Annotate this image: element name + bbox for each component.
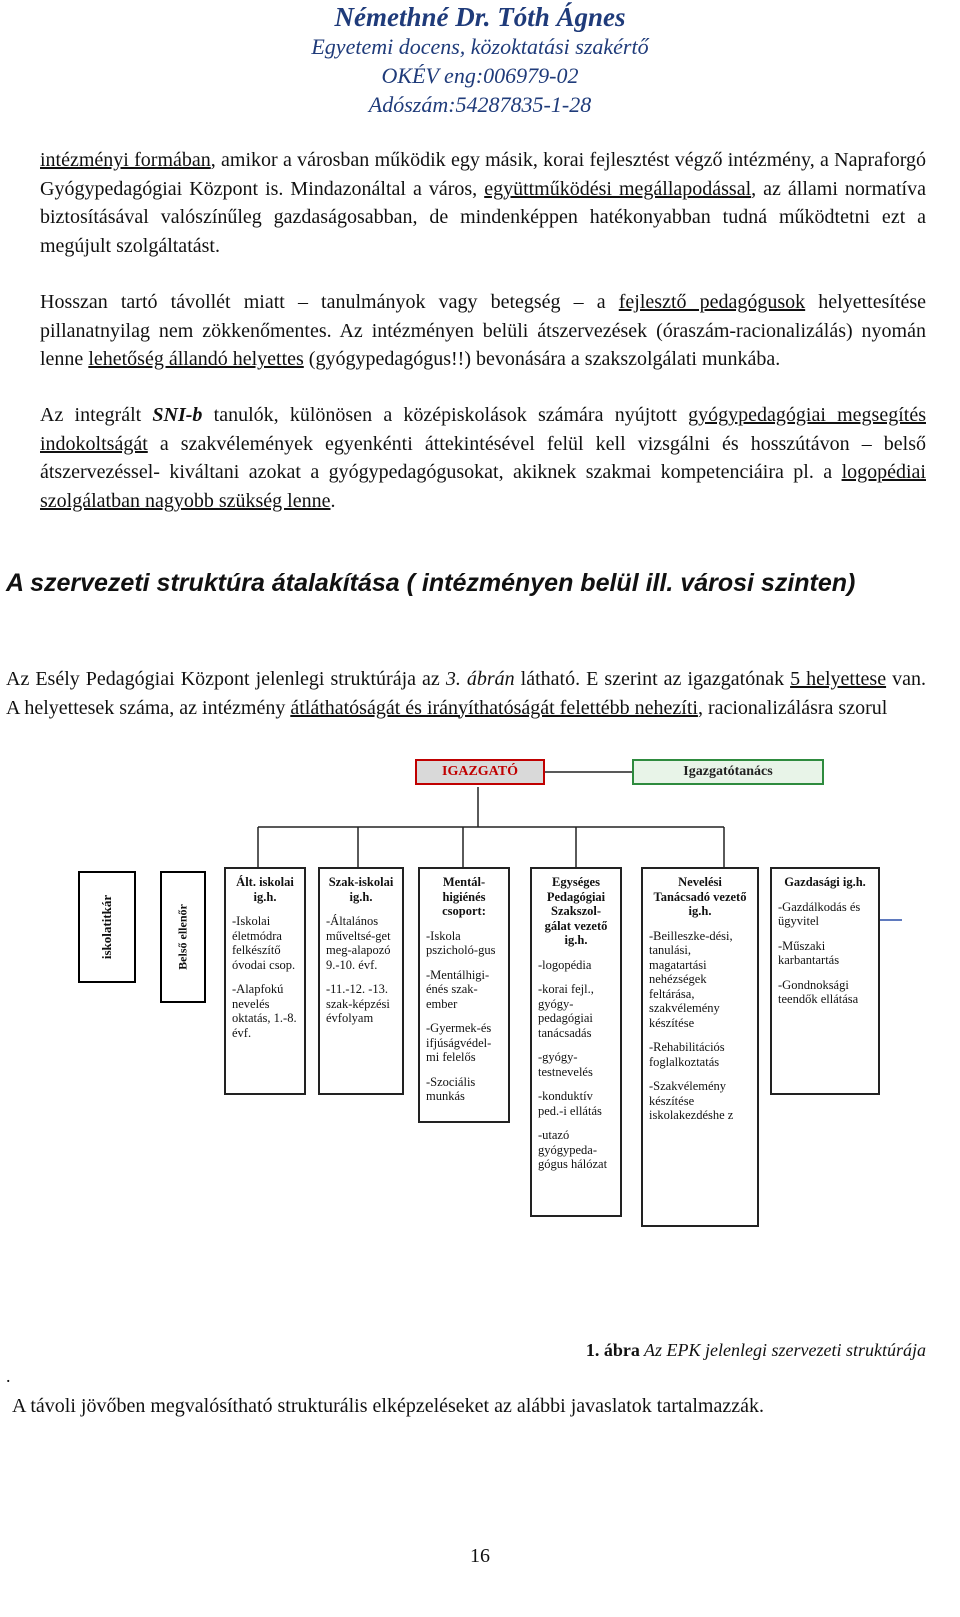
paragraph-1	[40, 146, 926, 260]
text-span: gyógypedagógiai megsegítés indokoltságát	[40, 404, 926, 455]
unit-title: Ált. iskolai ig.h.	[236, 875, 294, 904]
unit-pedagogical-service	[530, 867, 622, 1217]
caption-text: Az EPK jelenlegi szervezeti struktúrája	[639, 1340, 926, 1360]
text-span: (gyógypedagógus!!) bevonására a szakszolgálati munkába.	[303, 348, 781, 370]
unit-item: -11.-12. -13. szak-képzési évfolyam	[326, 982, 390, 1025]
text-span: SNI-b	[152, 404, 203, 426]
unit-item: -Szakvélemény készítése iskolakezdéshe z	[649, 1079, 734, 1122]
unit-item: -logopédia	[538, 957, 592, 972]
unit-title: Mentál-higiénés csoport:	[442, 875, 486, 918]
unit-title: Nevelési Tanácsadó vezető ig.h.	[653, 875, 747, 918]
unit-item: -Rehabilitációs foglalkoztatás	[649, 1040, 725, 1069]
unit-item: -gyógy-testnevelés	[538, 1050, 593, 1079]
text-span: Hosszan tartó távollét miatt – tanulmányok vagy betegség – a	[40, 291, 619, 313]
org-chart	[0, 755, 960, 1295]
author-title: Egyetemi docens, közoktatási szakértő	[311, 34, 649, 59]
unit-general-school	[224, 867, 306, 1095]
text-span: 3. ábrán	[445, 668, 515, 690]
paragraph-4	[6, 665, 926, 722]
paragraph-3	[40, 401, 926, 515]
secretary-box	[78, 871, 136, 983]
text-span: a szakvélemények egyenkénti áttekintésével felül kell vizsgálni és hosszútávon – belső átszervezéssel- kiváltani azokat a gyógypedagógusokat, akiknek szakmai kompetenciáira pl. a	[40, 432, 926, 483]
text-span: van. A helyettesek száma, az intézmény	[6, 668, 926, 719]
text-span: lehetőség állandó helyettes	[88, 348, 304, 370]
unit-finance	[770, 867, 880, 1095]
text-span: , racionalizálásra szorul	[697, 696, 888, 719]
paragraph-2	[40, 288, 926, 374]
tax-number: Adószám:54287835-1-28	[368, 92, 592, 117]
unit-item: -Általános műveltsé-get meg-alapozó 9.-10. évf.	[326, 914, 391, 972]
internal-auditor-box	[160, 871, 206, 1003]
internal-auditor-label: Belső ellenőr	[175, 904, 190, 970]
unit-item: -Iskolai életmódra felkészítő óvodai csop.	[232, 914, 296, 972]
unit-item: -Gazdálkodás és ügyvitel	[778, 899, 861, 928]
okev-number: OKÉV eng:006979-02	[381, 63, 579, 88]
unit-item: -korai fejl., gyógy-pedagógiai tanácsadás	[538, 982, 594, 1040]
unit-title: Gazdasági ig.h.	[784, 875, 866, 889]
unit-counseling	[641, 867, 759, 1227]
unit-item: -Mentálhigi-énés szak-ember	[426, 967, 490, 1011]
text-span: fejlesztő pedagógusok	[618, 291, 806, 313]
text-span: helyettesítése pillanatnyilag nem zökkenőmentes. Az intézményen belüli átszervezések (óraszám-racionalizálás) nyomán lenne	[40, 291, 927, 370]
text-span: intézményi formában	[40, 149, 211, 171]
board-box: Igazgatótanács	[632, 759, 824, 785]
unit-item: -Iskola pszicholó-gus	[426, 928, 496, 957]
unit-item: -konduktív ped.-i ellátás	[538, 1089, 602, 1118]
text-span: átláthatóságát és irányíthatóságát felettébb nehezíti	[290, 696, 698, 719]
unit-title: Egységes Pedagógiai Szakszol-gálat vezető ig.h.	[544, 875, 608, 947]
text-span: logopédiai szolgálatban nagyobb szükség lenne	[40, 461, 926, 512]
text-span: 5 helyettese	[790, 668, 887, 690]
unit-item: -Gyermek-és ifjúságvédel-mi felelős	[426, 1021, 492, 1064]
secretary-label: iskolatitkár	[99, 894, 114, 960]
figure-caption	[586, 1340, 926, 1361]
unit-mental-hygiene	[418, 867, 510, 1123]
text-span: együttműködési megállapodással	[484, 177, 752, 200]
text-span: , amikor a városban működik egy másik, korai fejlesztést végző intézmény, a Napraforgó Gyógypedagógiai Központ is. Mindazonáltal a város,	[40, 149, 926, 200]
stray-dot: .	[6, 1366, 11, 1386]
letterhead	[0, 3, 960, 119]
director-box: IGAZGATÓ	[415, 759, 545, 785]
unit-item: -Szociális munkás	[426, 1074, 476, 1103]
text-span: .	[330, 489, 336, 512]
text-span: Az Esély Pedagógiai Központ jelenlegi struktúrája az	[6, 668, 446, 690]
unit-item: -Műszaki karbantartás	[778, 938, 840, 967]
text-span: tanulók, különösen a középiskolások számára nyújtott	[202, 404, 689, 426]
page-number: 16	[470, 1545, 490, 1567]
unit-vocational-school	[318, 867, 404, 1095]
text-span: látható. E szerint az igazgatónak	[514, 668, 791, 690]
section-heading: A szervezeti struktúra átalakítása ( intézményen belül ill. városi szinten)	[6, 569, 856, 597]
text-span: , az állami normatíva biztosításával valószínűleg gazdaságosabban, de mindenképpen hatékonyabban tudná működtetni ezt a megújult szolgáltatást.	[40, 177, 926, 257]
unit-item: -Beilleszke-dési, tanulási, magatartási nehézségek feltárása, szakvélemény készítése	[649, 928, 733, 1030]
unit-item: -Gondnoksági teendők ellátása	[778, 977, 859, 1006]
author-name: Némethné Dr. Tóth Ágnes	[334, 2, 626, 32]
paragraph-5: A távoli jövőben megvalósítható strukturális elképzeléseket az alábbi javaslatok tartalmazzák.	[12, 1395, 764, 1417]
unit-title: Szak-iskolai ig.h.	[328, 875, 394, 904]
unit-item: -Alapfokú nevelés oktatás, 1.-8. évf.	[232, 982, 297, 1040]
text-span: Az integrált	[40, 404, 153, 426]
caption-number: 1. ábra	[585, 1340, 640, 1360]
unit-item: -utazó gyógypeda-gógus hálózat	[538, 1128, 608, 1171]
